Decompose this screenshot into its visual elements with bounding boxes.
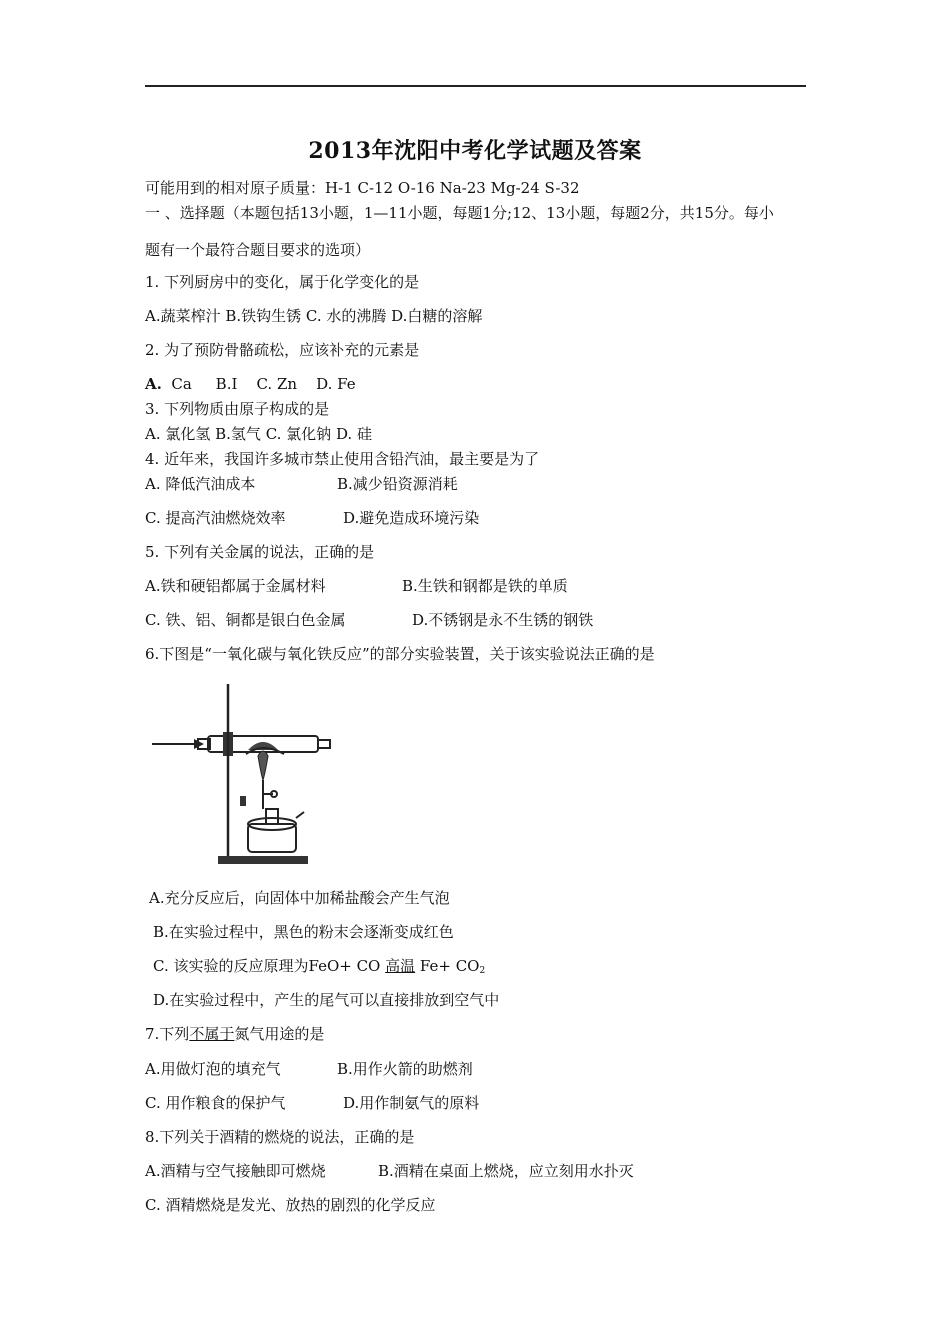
q6-reaction-condition: 高温 [385,957,416,975]
q4-option-d: D.避免造成环境污染 [343,509,480,527]
q7-stem [145,1024,324,1044]
q6-option-d: D.在实验过程中，产生的尾气可以直接排放到空气中 [153,991,500,1009]
q7-option-a: A.用做灯泡的填充气 [145,1060,281,1078]
header-rule [145,85,806,87]
burner-neck [266,809,278,824]
q7-option-d: D.用作制氨气的原料 [343,1094,480,1112]
q8-option-b: B.酒精在桌面上燃烧，应立刻用水扑灭 [378,1162,634,1180]
q5-option-a: A.铁和硬铝都属于金属材料 [145,577,326,595]
burner-cap-handle [296,812,304,818]
q6-stem: 6.下图是“一氧化碳与氧化铁反应”的部分实验装置，关于该实验说法正确的是 [145,645,655,663]
atomic-masses: 可能用到的相对原子质量：H-1 C-12 O-16 Na-23 Mg-24 S-32 [145,179,580,197]
q7-option-b: B.用作火箭的助燃剂 [337,1060,473,1078]
q7-option-c: C. 用作粮食的保护气 [145,1094,286,1112]
q7-stem-prefix: 7.下列 [145,1025,190,1043]
q5-option-c: C. 铁、铝、铜都是银白色金属 [145,611,346,629]
q7-stem-suffix: 氮气用途的是 [234,1025,325,1043]
q8-option-c: C. 酒精燃烧是发光、放热的剧烈的化学反应 [145,1196,436,1214]
valve-knob [271,791,277,797]
q6-co2-subscript: 2 [479,966,486,976]
q3-options: A. 氯化氢 B.氢气 C. 氯化钠 D. 硅 [145,425,372,443]
rod-boss [240,796,246,806]
q4-stem: 4. 近年来，我国许多城市禁止使用含铅汽油，最主要是为了 [145,450,540,468]
q5-option-b: B.生铁和钢都是铁的单质 [402,577,568,595]
q1-stem: 1. 下列厨房中的变化，属于化学变化的是 [145,273,420,291]
q6-option-b: B.在实验过程中，黑色的粉末会逐渐变成红色 [153,923,454,941]
q8-stem: 8.下列关于酒精的燃烧的说法，正确的是 [145,1128,415,1146]
q5-option-d: D.不锈钢是永不生锈的钢铁 [412,611,594,629]
co-fe2o3-apparatus-figure [148,684,333,869]
q4-option-c: C. 提高汽油燃烧效率 [145,509,286,527]
q4-option-a: A. 降低汽油成本 [145,475,256,493]
q6-option-c-suffix: Fe+ CO [415,957,480,975]
q1-options: A.蔬菜榨汁 B.铁钩生锈 C. 水的沸腾 D.白糖的溶解 [145,307,483,325]
q6-option-c [153,956,485,981]
q2-options-rest: Ca B.I C. Zn D. Fe [161,375,356,393]
q3-stem: 3. 下列物质由原子构成的是 [145,400,330,418]
q4-option-b: B.减少铅资源消耗 [337,475,458,493]
stand-base [218,856,308,864]
q8-option-a: A.酒精与空气接触即可燃烧 [145,1162,326,1180]
q2-option-a-letter: A. [145,375,162,393]
outlet-tube-stub [318,740,330,748]
section-heading-line1: 一 、选择题（本题包括13小题，1—11小题，每题1分;12、13小题，每题2分，共15分。每小 [145,204,774,222]
q2-options [145,374,356,394]
section-heading-line2: 题有一个最符合题目要求的选项） [145,241,371,259]
flame [258,751,268,780]
q5-stem: 5. 下列有关金属的说法，正确的是 [145,543,375,561]
q2-stem: 2. 为了预防骨骼疏松，应该补充的元素是 [145,341,420,359]
q6-option-a: A.充分反应后，向固体中加稀盐酸会产生气泡 [149,889,450,907]
q7-stem-emphasis: 不属于 [189,1025,235,1043]
page-title: 2013年沈阳中考化学试题及答案 [308,138,642,164]
q6-option-c-prefix: C. 该实验的反应原理为FeO+ CO [153,957,386,975]
